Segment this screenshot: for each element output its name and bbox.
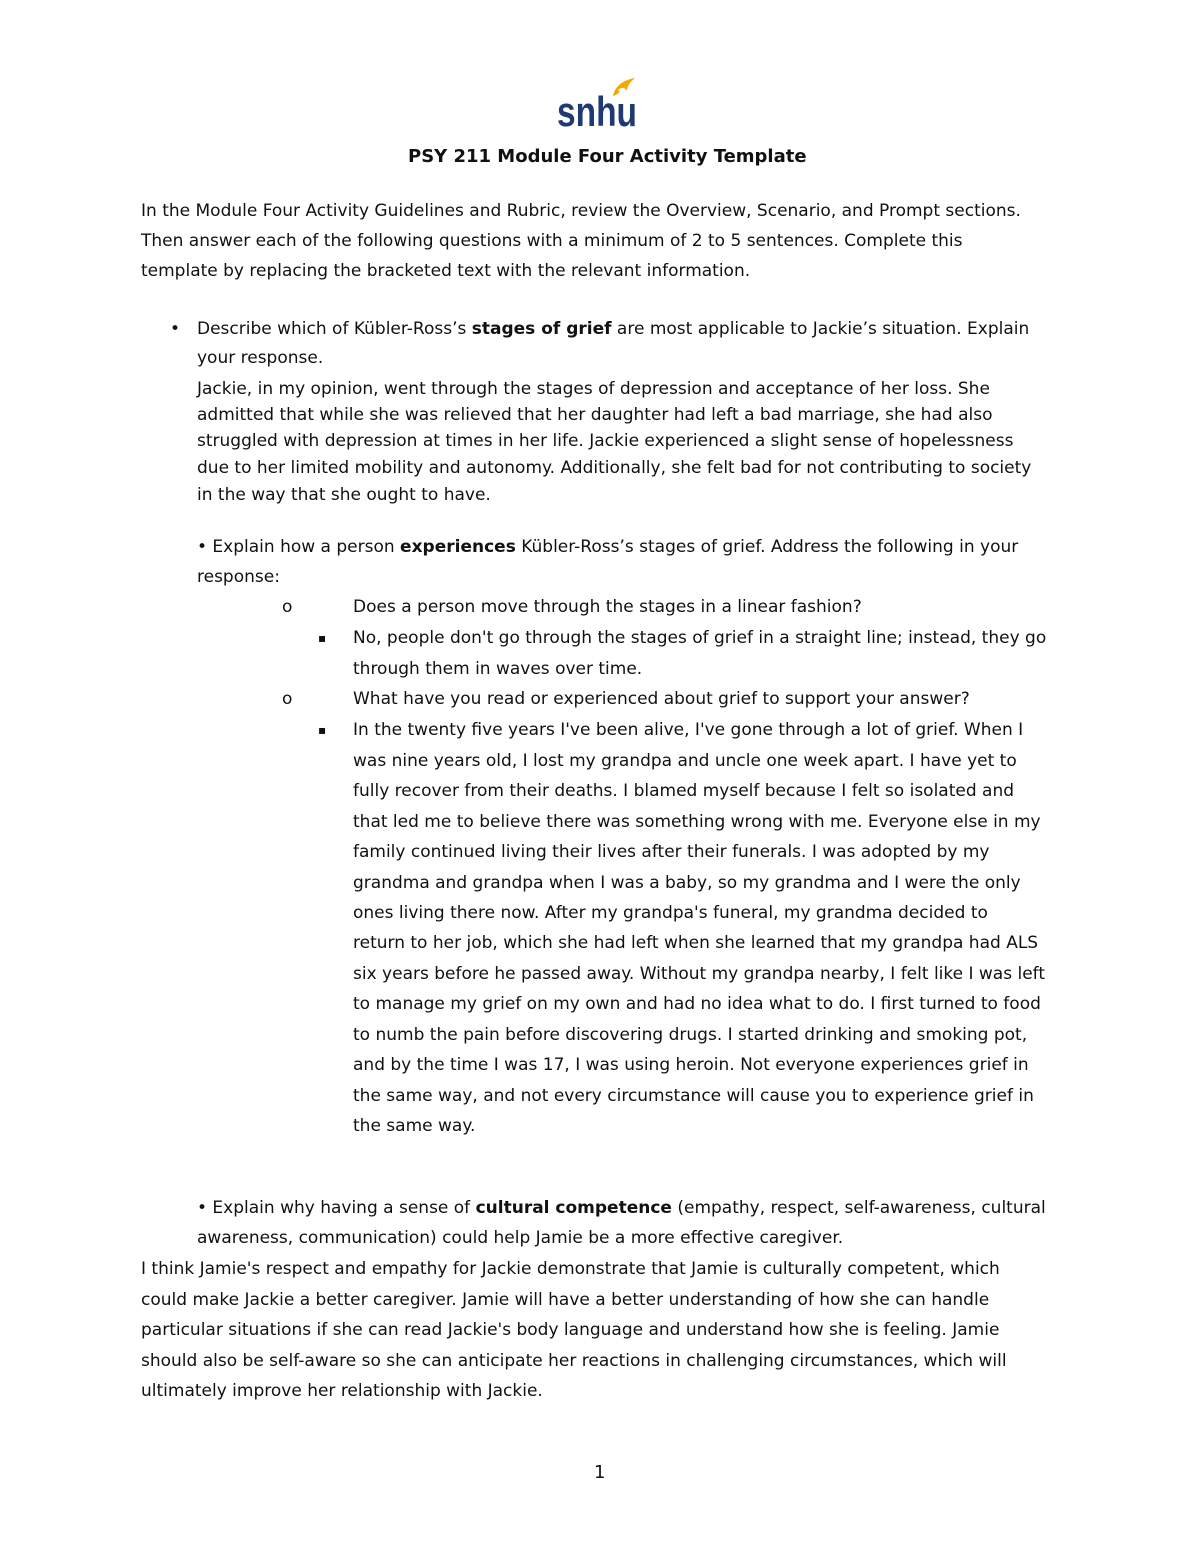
sub-answer-2-line: the same way. <box>353 1116 476 1136</box>
sub-answer-2-line: the same way, and not every circumstance will cause you to experience grief in <box>353 1086 1034 1106</box>
question-3 <box>197 1197 1046 1219</box>
sub-answer-1-line: No, people don't go through the stages of grief in a straight line; instead, they go <box>353 628 1047 648</box>
sub-answer-2-line: that led me to believe there was something wrong with me. Everyone else in my <box>353 812 1041 832</box>
logo-text: snhu <box>557 88 637 135</box>
answer-3-line: ultimately improve her relationship with Jackie. <box>141 1381 543 1401</box>
answer-3-line: should also be self-aware so she can anticipate her reactions in challenging circumstances, which will <box>141 1351 1007 1371</box>
sub-answer-2-line: return to her job, which she had left when she learned that my grandpa had ALS <box>353 933 1039 953</box>
sub-answer-2-line: six years before he passed away. Without my grandpa nearby, I felt like I was left <box>353 964 1046 984</box>
sub-answer-2-line: family continued living their lives after their funerals. I was adopted by my <box>353 842 990 862</box>
bullet-marker: • <box>170 319 181 339</box>
answer-3-line: I think Jamie's respect and empathy for Jackie demonstrate that Jamie is culturally competent, which <box>141 1259 1000 1279</box>
page-number: 1 <box>594 1462 606 1483</box>
answer-1-line: in the way that she ought to have. <box>197 485 491 505</box>
question-3-emphasis: cultural competence <box>475 1198 672 1218</box>
sub-answer-2-line: was nine years old, I lost my grandpa and uncle one week apart. I have yet to <box>353 751 1017 771</box>
sub-answer-2-line: ones living there now. After my grandpa's funeral, my grandma decided to <box>353 903 988 923</box>
document-title: PSY 211 Module Four Activity Template <box>408 146 807 167</box>
answer-1-line: admitted that while she was relieved that her daughter had left a bad marriage, she had also <box>197 405 993 425</box>
question-1-text: Describe which of Kübler-Ross’s <box>197 319 472 339</box>
square-bullet-marker: ▪ <box>318 723 327 737</box>
question-3-text: • Explain why having a sense of <box>197 1198 476 1218</box>
sub-question-1: Does a person move through the stages in a linear fashion? <box>353 597 862 617</box>
sub-answer-2-line: In the twenty five years I've been alive, I've gone through a lot of grief. When I <box>353 720 1024 740</box>
answer-3-line: particular situations if she can read Jackie's body language and understand how she is feeling. Jamie <box>141 1320 1000 1340</box>
answer-1-line: Jackie, in my opinion, went through the stages of depression and acceptance of her loss. She <box>197 379 990 399</box>
intro-line: template by replacing the bracketed text with the relevant information. <box>141 261 751 281</box>
question-2-text: • Explain how a person <box>197 537 401 557</box>
question-1 <box>197 318 1029 340</box>
snhu-logo <box>555 74 641 135</box>
sub-answer-2-line: to manage my grief on my own and had no idea what to do. I first turned to food <box>353 994 1041 1014</box>
sub-answer-2-line: and by the time I was 17, I was using heroin. Not everyone experiences grief in <box>353 1055 1029 1075</box>
intro-line: In the Module Four Activity Guidelines and Rubric, review the Overview, Scenario, and Prompt sections. <box>141 201 1021 221</box>
sub-answer-1-line: through them in waves over time. <box>353 659 643 679</box>
question-2-emphasis: experiences <box>400 537 516 557</box>
question-1-emphasis: stages of grief <box>471 319 612 339</box>
answer-3-line: could make Jackie a better caregiver. Jamie will have a better understanding of how she can handle <box>141 1290 990 1310</box>
question-3-line: awareness, communication) could help Jamie be a more effective caregiver. <box>197 1228 844 1248</box>
intro-line: Then answer each of the following questions with a minimum of 2 to 5 sentences. Complete this <box>141 231 963 251</box>
question-1-line: your response. <box>197 348 324 368</box>
question-2 <box>197 536 1018 558</box>
square-bullet-marker: ▪ <box>318 631 327 645</box>
answer-1-line: due to her limited mobility and autonomy. Additionally, she felt bad for not contributing to society <box>197 458 1032 478</box>
question-3-text: (empathy, respect, self-awareness, cultural <box>671 1198 1046 1218</box>
sub-answer-2-line: to numb the pain before discovering drugs. I started drinking and smoking pot, <box>353 1025 1028 1045</box>
sub-bullet-marker: o <box>282 689 293 709</box>
sub-question-2: What have you read or experienced about grief to support your answer? <box>353 689 970 709</box>
question-1-text: are most applicable to Jackie’s situation. Explain <box>611 319 1030 339</box>
sub-answer-2-line: fully recover from their deaths. I blamed myself because I felt so isolated and <box>353 781 1015 801</box>
question-2-text: Kübler-Ross’s stages of grief. Address the following in your <box>515 537 1019 557</box>
sub-answer-2-line: grandma and grandpa when I was a baby, so my grandma and I were the only <box>353 873 1021 893</box>
sub-bullet-marker: o <box>282 597 293 617</box>
answer-1-line: struggled with depression at times in her life. Jackie experienced a slight sense of hopelessness <box>197 431 1014 451</box>
question-2-line: response: <box>197 567 280 587</box>
